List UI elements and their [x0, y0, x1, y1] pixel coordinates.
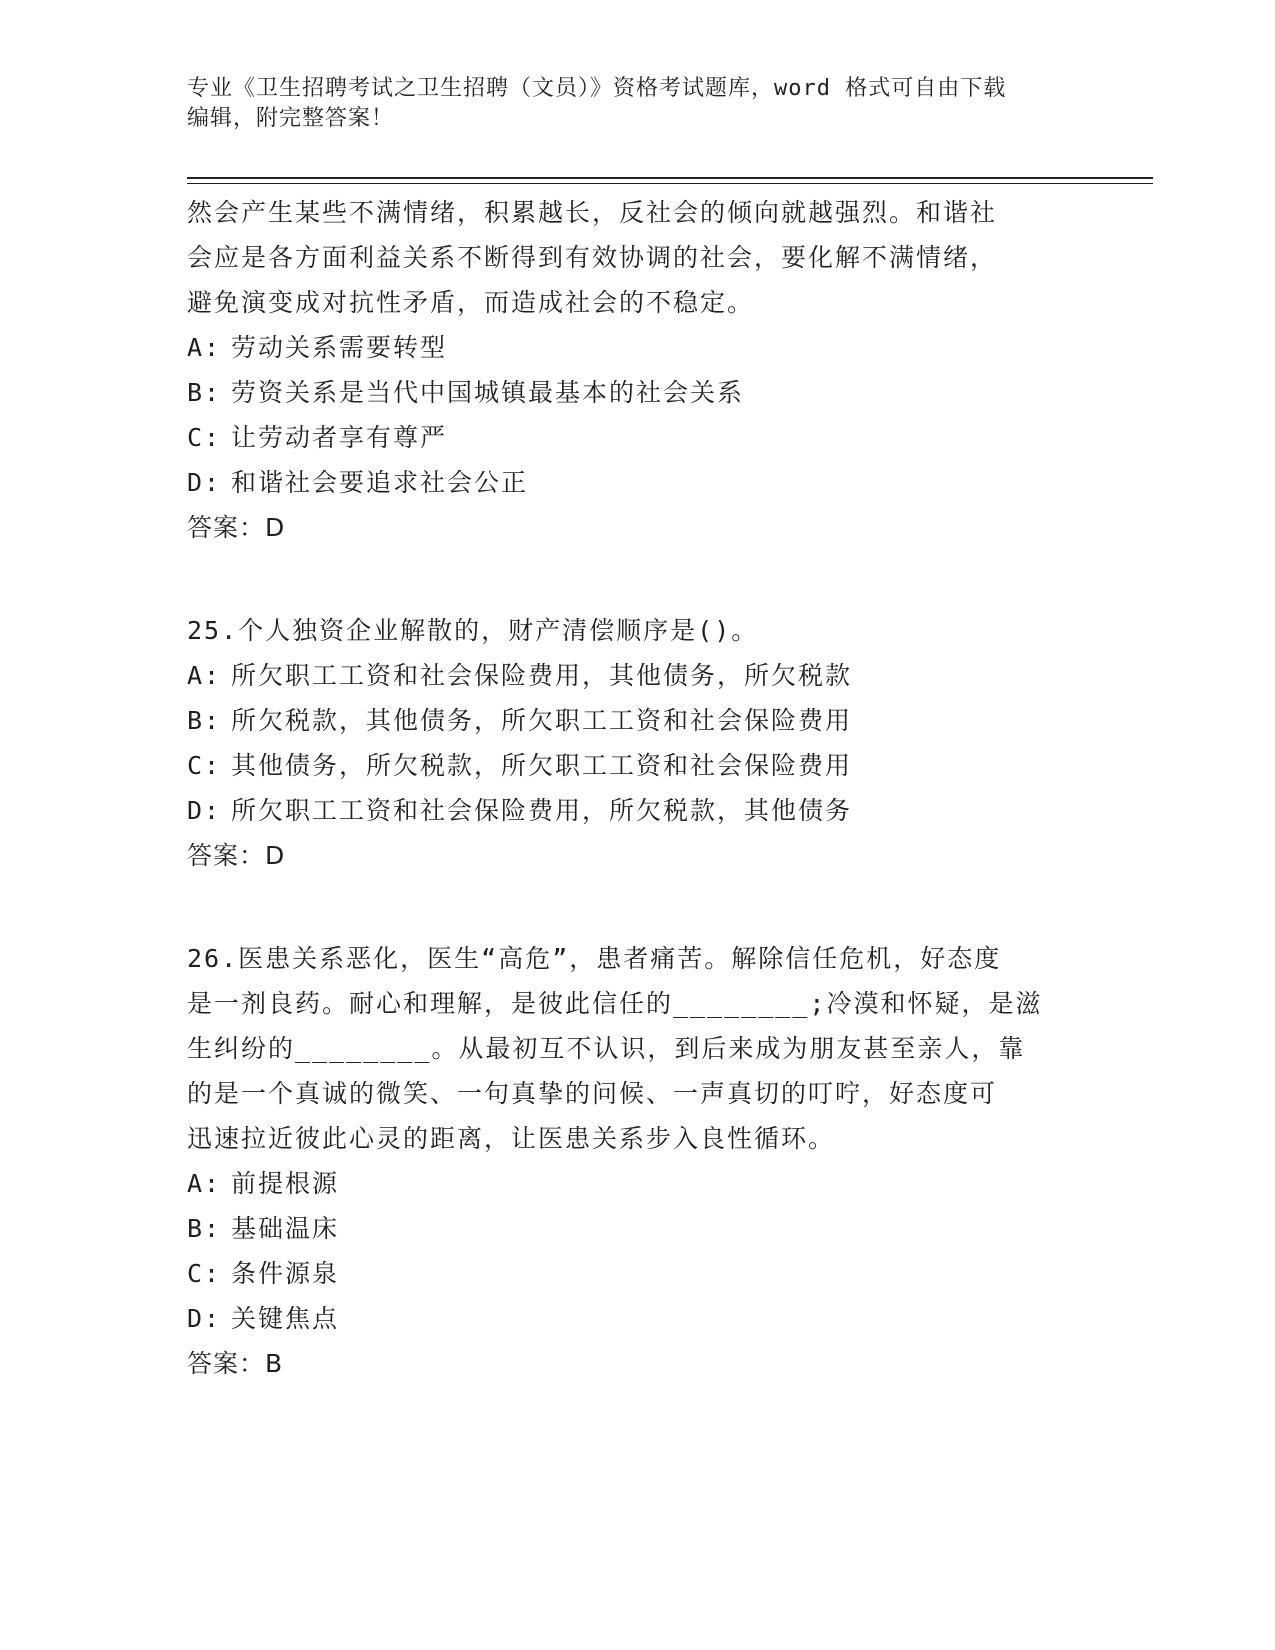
document-header [187, 74, 1067, 134]
option-text: 让劳动者享有尊严 [231, 423, 448, 452]
answer-line: 答案：D [187, 841, 286, 870]
option-letter: A: [187, 661, 222, 690]
option-letter: B: [187, 706, 222, 735]
header-title-line-2: 编辑，附完整答案！ [187, 106, 395, 131]
question-text-line: 会应是各方面利益关系不断得到有效协调的社会，要化解不满情绪， [187, 243, 998, 272]
option-letter: C: [187, 423, 222, 452]
question-text-line: 迅速拉近彼此心灵的距离，让医患关系步入良性循环。 [187, 1124, 836, 1153]
header-title-line-1: 专业《卫生招聘考试之卫生招聘（文员）》资格考试题库，word 格式可自由下载 [187, 76, 1007, 101]
option-b [187, 698, 1087, 743]
question-24-continued [187, 190, 1087, 550]
option-letter: D: [187, 468, 222, 497]
option-letter: C: [187, 751, 222, 780]
option-letter: B: [187, 1214, 222, 1243]
option-text: 所欠职工工资和社会保险费用，所欠税款，其他债务 [231, 796, 853, 825]
option-text: 基础温床 [231, 1214, 340, 1243]
question-text-line: 是一剂良药。耐心和理解，是彼此信任的________;冷漠和怀疑，是滋 [187, 989, 1043, 1018]
option-text: 关键焦点 [231, 1304, 340, 1333]
option-d [187, 460, 1087, 505]
question-text-line: 25.个人独资企业解散的，财产清偿顺序是()。 [187, 616, 759, 645]
option-letter: A: [187, 1169, 222, 1198]
option-letter: D: [187, 796, 222, 825]
option-c [187, 1251, 1087, 1296]
option-d [187, 1296, 1087, 1341]
question-text-line: 的是一个真诚的微笑、一句真挚的问候、一声真切的叮咛，好态度可 [187, 1079, 998, 1108]
option-text: 前提根源 [231, 1169, 340, 1198]
option-text: 所欠税款，其他债务，所欠职工工资和社会保险费用 [231, 706, 853, 735]
answer-line: 答案：B [187, 1349, 284, 1378]
option-text: 所欠职工工资和社会保险费用，其他债务，所欠税款 [231, 661, 853, 690]
question-text-line: 26.医患关系恶化，医生“高危”，患者痛苦。解除信任危机，好态度 [187, 944, 1002, 973]
option-c [187, 415, 1087, 460]
option-text: 劳动关系需要转型 [231, 333, 448, 362]
answer-line: 答案：D [187, 513, 286, 542]
option-letter: D: [187, 1304, 222, 1333]
question-26 [187, 936, 1087, 1386]
question-text-line: 避免演变成对抗性矛盾，而造成社会的不稳定。 [187, 288, 755, 317]
option-a [187, 325, 1087, 370]
option-d [187, 788, 1087, 833]
option-text: 条件源泉 [231, 1259, 340, 1288]
option-letter: A: [187, 333, 222, 362]
option-text: 其他债务，所欠税款，所欠职工工资和社会保险费用 [231, 751, 853, 780]
question-25 [187, 608, 1087, 878]
question-text-line: 然会产生某些不满情绪，积累越长，反社会的倾向就越强烈。和谐社 [187, 198, 998, 227]
option-letter: C: [187, 1259, 222, 1288]
option-text: 和谐社会要追求社会公正 [231, 468, 529, 497]
option-a [187, 1161, 1087, 1206]
option-text: 劳资关系是当代中国城镇最基本的社会关系 [231, 378, 745, 407]
option-b [187, 370, 1087, 415]
question-text-line: 生纠纷的________。从最初互不认识，到后来成为朋友甚至亲人，靠 [187, 1034, 1026, 1063]
option-letter: B: [187, 378, 222, 407]
option-b [187, 1206, 1087, 1251]
option-a [187, 653, 1087, 698]
question-content [187, 190, 1087, 1386]
option-c [187, 743, 1087, 788]
header-divider [187, 177, 1153, 184]
